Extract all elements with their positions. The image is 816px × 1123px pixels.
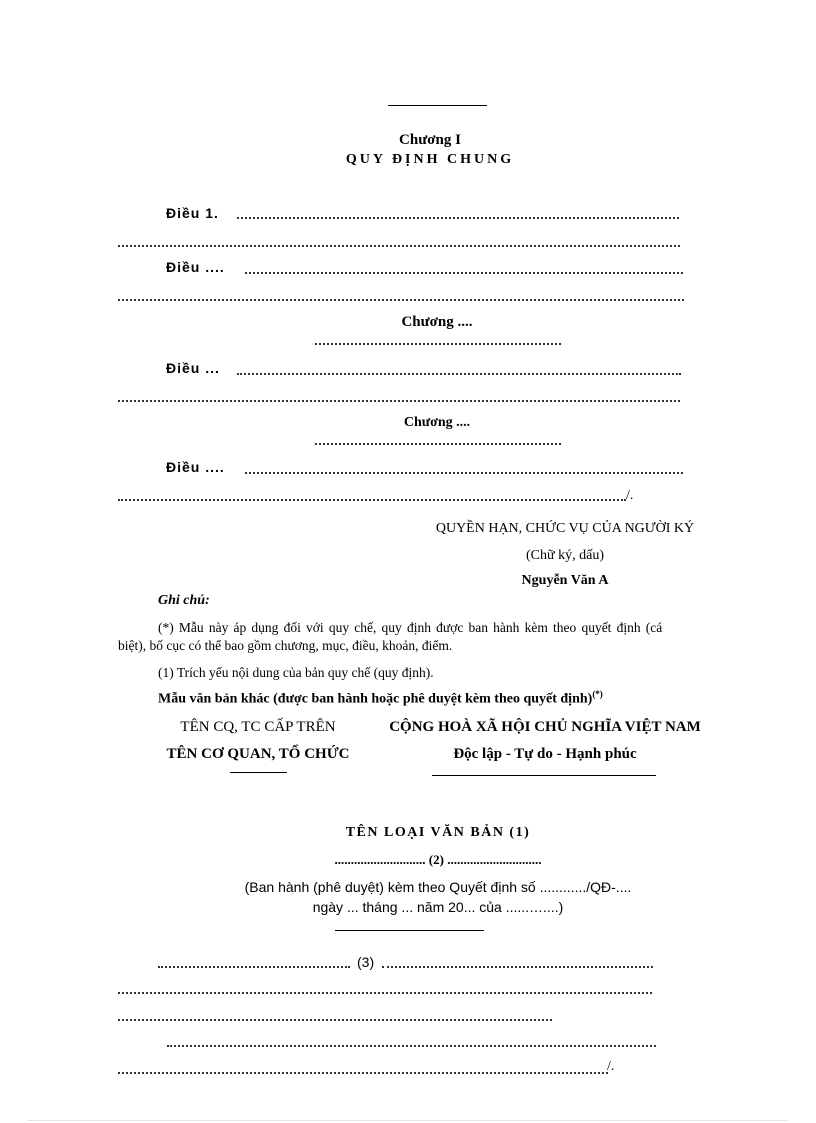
chapter-2-title-dots <box>315 343 561 345</box>
chapter-2-heading: Chương .... <box>401 314 473 330</box>
national-title: CỘNG HOÀ XÃ HỘI CHỦ NGHĨA VIỆT NAM <box>389 719 701 735</box>
article-1-dots <box>237 217 679 219</box>
other-template-heading <box>158 690 603 707</box>
body-dots-1a <box>158 966 350 968</box>
chapter-3-title-dots <box>315 443 561 445</box>
parent-org: TÊN CQ, TC CẤP TRÊN <box>180 719 336 735</box>
issued-line-2: ngày ... tháng ... năm 20... của ......…....) <box>312 899 564 915</box>
signer-name: Nguyễn Văn A <box>521 573 609 588</box>
national-motto: Độc lập - Tự do - Hạnh phúc <box>453 746 637 762</box>
other-template-heading-sup: (*) <box>592 689 603 699</box>
body-dots-4 <box>167 1045 656 1047</box>
chapter-1-title: QUY ĐỊNH CHUNG <box>345 152 515 167</box>
signer-position: QUYỀN HẠN, CHỨC VỤ CỦA NGƯỜI KÝ <box>435 521 695 536</box>
chapter-3-article-label: Điều .... <box>166 459 225 475</box>
issued-underline <box>335 930 484 931</box>
notes-heading: Ghi chú: <box>158 593 210 608</box>
org-underline <box>230 772 287 773</box>
content-marker: (3) <box>357 954 375 970</box>
issued-line-1: (Ban hành (phê duyệt) kèm theo Quyết định số ............/QĐ-.... <box>244 879 632 895</box>
end-mark: /. <box>626 488 634 503</box>
chapter-2-article-label: Điều ... <box>166 360 220 376</box>
article-label: Điều .... <box>166 259 225 275</box>
chapter-2-article-dots-line2 <box>118 400 680 402</box>
signature-note: (Chữ ký, dấu) <box>526 548 604 563</box>
chapter-1-heading: Chương I <box>399 132 461 148</box>
body-dots-1b <box>382 966 653 968</box>
article-dots <box>245 272 683 274</box>
note-star-line2: biệt), bố cục có thể bao gồm chương, mục, điều, khoản, điểm. <box>118 638 453 653</box>
chapter-2-article-dots <box>237 373 681 375</box>
top-divider <box>388 105 487 106</box>
motto-underline <box>432 775 656 776</box>
note-star-line1: (*) Mẫu này áp dụng đối với quy chế, quy định được ban hành kèm theo quyết định (cá <box>158 620 663 635</box>
body-dots-3 <box>118 1019 552 1021</box>
document-abstract: ............................ (2) ............................. <box>334 852 542 867</box>
document-type: TÊN LOẠI VĂN BẢN (1) <box>345 825 531 840</box>
chapter-3-article-dots <box>245 472 683 474</box>
other-template-heading-text: Mẫu văn bản khác (được ban hành hoặc phê duyệt kèm theo quyết định) <box>158 691 593 707</box>
article-1-label: Điều 1. <box>166 205 219 221</box>
org-name: TÊN CƠ QUAN, TỔ CHỨC <box>166 746 350 762</box>
page-bottom-edge <box>28 1120 788 1121</box>
article-1-dots-line2 <box>118 245 680 247</box>
body-end-mark: /. <box>607 1059 615 1074</box>
chapter-3-heading: Chương .... <box>403 415 471 430</box>
chapter-3-article-dots-line2 <box>118 499 626 501</box>
article-dots-line2 <box>118 299 684 301</box>
body-dots-5 <box>118 1072 608 1074</box>
note-1: (1) Trích yếu nội dung của bản quy chế (quy định). <box>158 665 434 680</box>
body-dots-2 <box>118 992 652 994</box>
